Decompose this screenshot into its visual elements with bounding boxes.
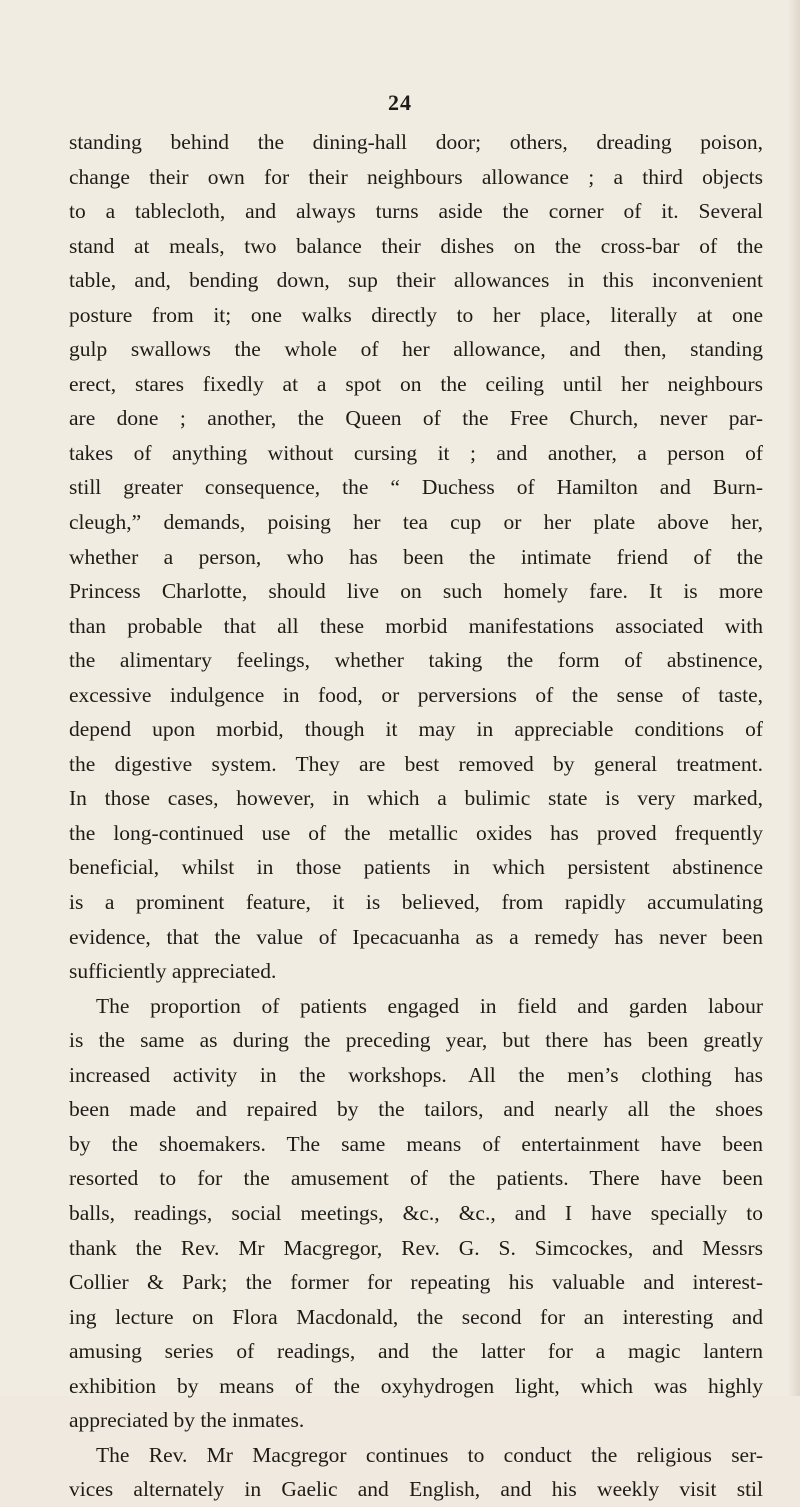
body-text: [69, 125, 763, 1507]
text-line: stand at meals, two balance their dishes on the cross-bar of the: [69, 233, 763, 258]
text-line: standing behind the dining-hall door; others, dreading poison,: [69, 130, 763, 154]
text-line: is the same as during the preceding year, but there has been greatly: [69, 1028, 763, 1053]
text-line: depend upon morbid, though it may in appreciable conditions of: [69, 717, 763, 742]
text-line: Collier & Park; the former for repeating his valuable and interest-: [69, 1270, 763, 1295]
text-line: by the shoemakers. The same means of entertainment have been: [69, 1131, 763, 1156]
text-line: is a prominent feature, it is believed, from rapidly accumulating: [69, 890, 763, 915]
page-number: 24: [388, 90, 412, 115]
text-line: In those cases, however, in which a bulimic state is very marked,: [69, 786, 763, 811]
text-line: ing lecture on Flora Macdonald, the second for an interesting and: [69, 1304, 763, 1329]
text-line: takes of anything without cursing it ; and another, a person of: [69, 440, 763, 465]
text-line: increased activity in the workshops. All the men’s clothing has: [69, 1062, 763, 1087]
text-line: balls, readings, social meetings, &c., &c., and I have specially to: [69, 1200, 763, 1225]
text-line: exhibition by means of the oxyhydrogen light, which was highly: [69, 1373, 763, 1398]
text-line: the alimentary feelings, whether taking the form of abstinence,: [69, 648, 763, 673]
text-line: to a tablecloth, and always turns aside the corner of it. Several: [69, 199, 763, 224]
text-line: thank the Rev. Mr Macgregor, Rev. G. S. Simcockes, and Messrs: [69, 1235, 763, 1260]
text-line: appreciated by the inmates.: [69, 1408, 305, 1433]
text-line: gulp swallows the whole of her allowance, and then, standing: [69, 337, 763, 362]
text-line: excessive indulgence in food, or perversions of the sense of taste,: [69, 682, 763, 707]
page-edge-shadow: [788, 0, 800, 1396]
text-line: still greater consequence, the “ Duchess of Hamilton and Burn-: [69, 475, 763, 500]
text-line: are done ; another, the Queen of the Free Church, never par-: [69, 406, 763, 431]
text-line: posture from it; one walks directly to her place, literally at one: [69, 302, 763, 327]
text-line: The proportion of patients engaged in field and garden labour: [96, 993, 763, 1018]
text-line: than probable that all these morbid manifestations associated with: [69, 613, 763, 638]
text-line: vices alternately in Gaelic and English, and his weekly visit stil: [69, 1477, 763, 1502]
text-line: change their own for their neighbours allowance ; a third objects: [69, 164, 763, 189]
text-line: the digestive system. They are best removed by general treatment.: [69, 751, 763, 776]
text-line: cleugh,” demands, poising her tea cup or her plate above her,: [69, 510, 763, 535]
text-line: the long-continued use of the metallic oxides has proved frequently: [69, 820, 763, 845]
text-line: evidence, that the value of Ipecacuanha as a remedy has never been: [69, 924, 763, 949]
text-line: whether a person, who has been the intimate friend of the: [69, 544, 763, 569]
text-line: The Rev. Mr Macgregor continues to conduct the religious ser-: [96, 1442, 763, 1467]
text-line: erect, stares fixedly at a spot on the ceiling until her neighbours: [69, 371, 763, 396]
text-line: beneficial, whilst in those patients in which persistent abstinence: [69, 855, 763, 880]
text-line: sufficiently appreciated.: [69, 959, 277, 984]
text-line: table, and, bending down, sup their allowances in this inconvenient: [69, 268, 763, 293]
text-line: been made and repaired by the tailors, and nearly all the shoes: [69, 1097, 763, 1122]
text-line: amusing series of readings, and the latter for a magic lantern: [69, 1339, 763, 1364]
text-line: resorted to for the amusement of the patients. There have been: [69, 1166, 763, 1191]
text-line: Princess Charlotte, should live on such homely fare. It is more: [69, 579, 763, 604]
